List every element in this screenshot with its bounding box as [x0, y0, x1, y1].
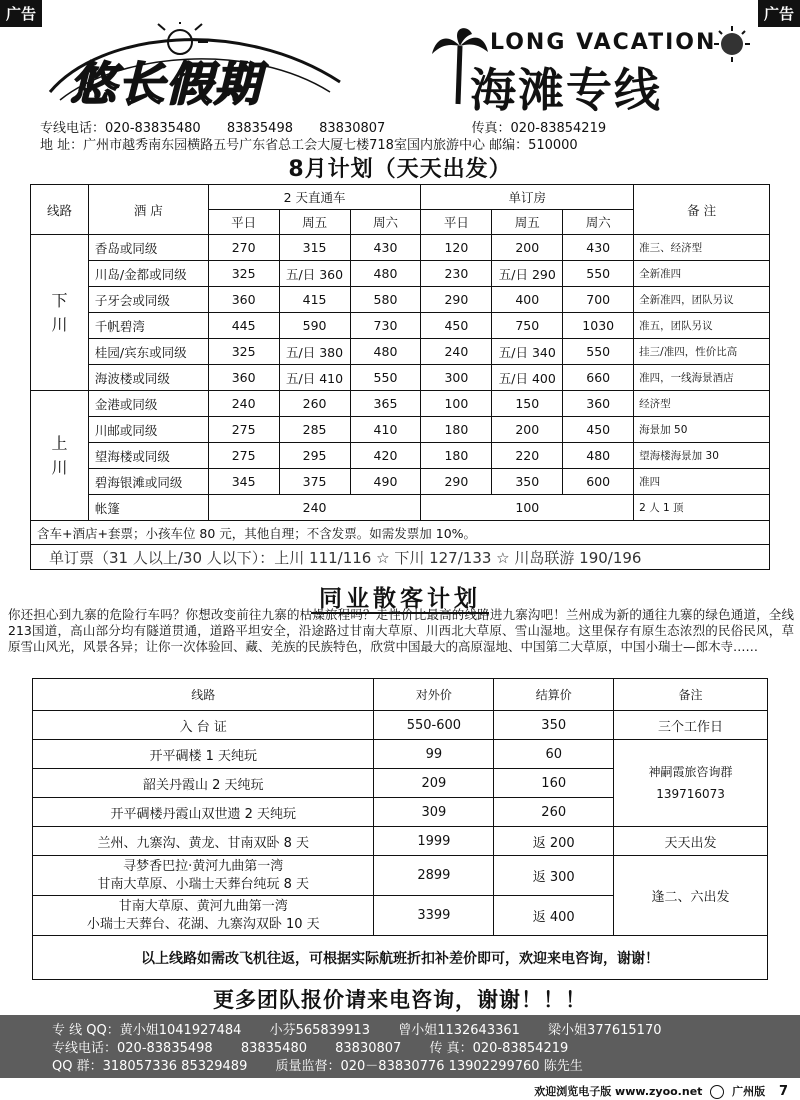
price-cell: 600 — [563, 469, 634, 495]
price-cell: 180 — [421, 443, 492, 469]
table-row — [31, 313, 770, 339]
tour-route-line1: 甘南大草原、黄河九曲第一湾 — [118, 898, 288, 914]
price-cell: 450 — [421, 313, 492, 339]
price-cell: 550 — [563, 261, 634, 287]
price-cell: 490 — [350, 469, 421, 495]
price-cell: 430 — [563, 235, 634, 261]
price-cell: 285 — [279, 417, 350, 443]
price-cell: 290 — [421, 287, 492, 313]
hotel-cell: 帐篷 — [88, 495, 208, 521]
note-cell: 准四，一线海景酒店 — [634, 365, 770, 391]
price-cell: 120 — [421, 235, 492, 261]
note-cell: 经济型 — [634, 391, 770, 417]
price-cell: 200 — [492, 417, 563, 443]
price-cell: 325 — [208, 339, 279, 365]
price-cell: 315 — [279, 235, 350, 261]
note-cell: 全新准四，团队另议 — [634, 287, 770, 313]
price-cell: 100 — [421, 391, 492, 417]
tour-route-line2: 小瑞士天葬台、花湖、九寨沟双卧 10 天 — [86, 916, 320, 932]
price-cell: 360 — [208, 365, 279, 391]
note-cell: 望海楼海景加 30 — [634, 443, 770, 469]
peer-title-text: 同业散客计划 — [311, 586, 489, 614]
hotel-cell: 川邮或同级 — [88, 417, 208, 443]
plan-title: 8月计划（天天出发） — [288, 157, 512, 182]
price-cell: 365 — [350, 391, 421, 417]
contact-phone-main: 专线电话：020-83835480 — [40, 121, 201, 136]
price-cell: 260 — [279, 391, 350, 417]
sub-weekday: 平日 — [208, 210, 279, 235]
tour-row — [33, 856, 768, 896]
tour-price: 550-600 — [374, 711, 494, 740]
price-cell: 360 — [563, 391, 634, 417]
price-cell: 420 — [350, 443, 421, 469]
region-xia-label: 下川 — [51, 290, 68, 334]
price-cell: 410 — [350, 417, 421, 443]
edition-icon — [710, 1085, 724, 1099]
table-row — [31, 287, 770, 313]
col-room: 单订房 — [421, 185, 634, 210]
logo-right-english: LONG VACATION — [490, 30, 717, 55]
tour-price: 3399 — [374, 896, 494, 936]
tour-route: 韶关丹霞山 2 天纯玩 — [33, 769, 374, 798]
price-cell: 270 — [208, 235, 279, 261]
table-row — [31, 443, 770, 469]
tour-col-price: 对外价 — [374, 679, 494, 711]
tour-route — [33, 856, 374, 896]
total-note: 含车+酒店+套票；小孩车位 80 元，其他自理；不含发票。如需发票加 10%。 — [31, 521, 770, 545]
hotel-cell: 碧海银滩或同级 — [88, 469, 208, 495]
note-cell: 准三、经济型 — [634, 235, 770, 261]
sub-friday: 周五 — [279, 210, 350, 235]
price-cell: 240 — [208, 495, 421, 521]
tour-note-consult — [614, 740, 768, 827]
single-ticket-note: 单订票（31 人以上/30 人以下）：上川 111/116 ☆ 下川 127/133 ☆ 川岛联游 190/196 — [31, 545, 770, 570]
note-cell: 准五，团队另议 — [634, 313, 770, 339]
tour-note: 天天出发 — [614, 827, 768, 856]
table-header-row — [31, 185, 770, 210]
footer-phone-1: 专线电话：020-83835498 — [52, 1041, 213, 1056]
price-cell: 415 — [279, 287, 350, 313]
footer-phone-2: 83835480 — [240, 1041, 307, 1056]
price-cell: 580 — [350, 287, 421, 313]
consult-group-name: 神嗣霞旅咨询群 — [648, 765, 733, 779]
price-cell: 200 — [492, 235, 563, 261]
sub-weekday: 平日 — [421, 210, 492, 235]
table-row — [31, 391, 770, 417]
col-hotel: 酒 店 — [88, 185, 208, 235]
footer-fax: 传 真：020-83854219 — [429, 1041, 569, 1056]
sub-friday: 周五 — [492, 210, 563, 235]
tour-col-settle: 结算价 — [494, 679, 614, 711]
price-cell: 660 — [563, 365, 634, 391]
hotel-cell: 海波楼或同级 — [88, 365, 208, 391]
price-cell: 五/日 410 — [279, 365, 350, 391]
logo-right-chinese: 海滩专线 — [470, 63, 662, 117]
footer-qq-group: QQ 群：318057336 85329489 — [52, 1059, 248, 1074]
table-row — [31, 417, 770, 443]
note-cell: 准四 — [634, 469, 770, 495]
price-cell: 150 — [492, 391, 563, 417]
tour-settle: 返 200 — [494, 827, 614, 856]
tour-col-notes: 备注 — [614, 679, 768, 711]
note-cell: 挂三/准四，性价比高 — [634, 339, 770, 365]
price-cell: 230 — [421, 261, 492, 287]
tour-route-line2: 甘南大草原、小瑞士天葬台纯玩 8 天 — [97, 876, 309, 892]
price-cell: 480 — [563, 443, 634, 469]
price-cell: 450 — [563, 417, 634, 443]
price-cell: 345 — [208, 469, 279, 495]
tour-price: 309 — [374, 798, 494, 827]
hotel-cell: 金港或同级 — [88, 391, 208, 417]
table-single-ticket-row — [31, 545, 770, 570]
tour-route-line1: 寻梦香巴拉·黄河九曲第一湾 — [123, 858, 284, 874]
tour-table — [32, 678, 768, 980]
price-cell: 240 — [421, 339, 492, 365]
col-direct: 2 天直通车 — [208, 185, 421, 210]
region-shang-label: 上川 — [51, 433, 68, 477]
ad-tag-left: 广告 — [0, 0, 42, 27]
intro-paragraph: 你还担心到九寨的危险行车吗？你想改变前往九寨的枯燥旅程吗？走性价比最高的线路进九寨沟吧！兰州成为新的通往九寨的绿色通道，全线213国道，高山部分均有隧道贯通，道路平坦安全，沿途路过甘南大草原、川西北大草原、雪山湿地。这里保存有原生态浓烈的民俗民风，草原雪山风光，风景各异；让你一次体验回、藏、羌族的民族特色，欣赏中国最大的高原湿地、中国第二大草原，中国小瑞士—郎木寺…… — [8, 607, 794, 654]
tour-settle: 返 300 — [494, 856, 614, 896]
tour-row — [33, 711, 768, 740]
contact-phone-2: 83835498 — [226, 121, 293, 136]
table-total-row — [31, 521, 770, 545]
price-cell: 350 — [492, 469, 563, 495]
page-footer — [534, 1083, 788, 1099]
footer-phone-3: 83830807 — [335, 1041, 402, 1056]
price-cell: 180 — [421, 417, 492, 443]
note-cell: 全新准四 — [634, 261, 770, 287]
tour-header-row — [33, 679, 768, 711]
price-cell: 100 — [421, 495, 634, 521]
tour-route — [33, 896, 374, 936]
price-table — [30, 184, 770, 570]
price-cell: 360 — [208, 287, 279, 313]
tour-settle: 160 — [494, 769, 614, 798]
price-cell: 300 — [421, 365, 492, 391]
contact-fax: 传真：020-83854219 — [471, 121, 607, 136]
price-cell: 375 — [279, 469, 350, 495]
price-cell: 750 — [492, 313, 563, 339]
price-cell: 590 — [279, 313, 350, 339]
tour-row — [33, 827, 768, 856]
price-cell: 700 — [563, 287, 634, 313]
footer-qq-1: 专 线 QQ：黄小姐1041927484 — [52, 1023, 242, 1038]
price-cell: 290 — [421, 469, 492, 495]
tour-footer-row — [33, 936, 768, 980]
tour-settle: 返 400 — [494, 896, 614, 936]
footer-qq-3: 曾小姐1132643361 — [398, 1023, 520, 1038]
table-row — [31, 469, 770, 495]
price-cell: 730 — [350, 313, 421, 339]
col-route: 线路 — [31, 185, 89, 235]
table-row-tent — [31, 495, 770, 521]
contact-address: 地 址：广州市越秀南东园横路五号广东省总工会大厦七楼718室国内旅游中心 邮编：510000 — [40, 138, 578, 153]
table-row — [31, 339, 770, 365]
tour-price: 99 — [374, 740, 494, 769]
sub-saturday: 周六 — [563, 210, 634, 235]
tour-price: 2899 — [374, 856, 494, 896]
tour-settle: 260 — [494, 798, 614, 827]
price-cell: 五/日 340 — [492, 339, 563, 365]
sub-saturday: 周六 — [350, 210, 421, 235]
tour-price: 209 — [374, 769, 494, 798]
hotel-cell: 望海楼或同级 — [88, 443, 208, 469]
footer-edition: 广州版 — [732, 1085, 766, 1098]
price-cell: 480 — [350, 261, 421, 287]
table-row — [31, 235, 770, 261]
footer-band — [0, 1015, 800, 1078]
tour-route: 兰州、九寨沟、黄龙、甘南双卧 8 天 — [33, 827, 374, 856]
price-cell: 480 — [350, 339, 421, 365]
tour-note: 三个工作日 — [614, 711, 768, 740]
price-cell: 五/日 400 — [492, 365, 563, 391]
hotel-cell: 香岛或同级 — [88, 235, 208, 261]
price-cell: 五/日 290 — [492, 261, 563, 287]
footer-qq-line — [52, 1019, 686, 1038]
price-cell: 275 — [208, 417, 279, 443]
tour-route: 开平碉楼丹霞山双世遗 2 天纯玩 — [33, 798, 374, 827]
tour-footer-note: 以上线路如需改飞机往返，可根据实际航班折扣补差价即可，欢迎来电咨询，谢谢！ — [33, 936, 768, 980]
footer-site: 欢迎浏览电子版 www.zyoo.net — [534, 1085, 703, 1098]
tour-note: 逢二、六出发 — [614, 856, 768, 936]
table-row — [31, 365, 770, 391]
footer-supervise: 质量监督：020－83830776 13902299760 陈先生 — [275, 1059, 583, 1074]
price-cell: 550 — [563, 339, 634, 365]
col-notes: 备 注 — [634, 185, 770, 235]
footer-group-line — [52, 1055, 607, 1074]
footer-qq-2: 小芬565839913 — [269, 1023, 371, 1038]
tour-col-route: 线路 — [33, 679, 374, 711]
price-cell: 445 — [208, 313, 279, 339]
price-cell: 400 — [492, 287, 563, 313]
price-cell: 325 — [208, 261, 279, 287]
price-cell: 550 — [350, 365, 421, 391]
consult-banner: 更多团队报价请来电咨询，谢谢！！！ — [213, 988, 587, 1012]
region-shang — [31, 391, 89, 521]
price-cell: 430 — [350, 235, 421, 261]
tour-row — [33, 740, 768, 769]
price-cell: 1030 — [563, 313, 634, 339]
price-cell: 275 — [208, 443, 279, 469]
price-cell: 五/日 380 — [279, 339, 350, 365]
consult-group-number: 139716073 — [656, 787, 725, 801]
tour-settle: 60 — [494, 740, 614, 769]
tour-settle: 350 — [494, 711, 614, 740]
region-xia — [31, 235, 89, 391]
footer-phone-line — [52, 1037, 592, 1056]
logo-left-text: 悠长假期 — [70, 57, 262, 111]
hotel-cell: 桂园/宾东或同级 — [88, 339, 208, 365]
page-number: 7 — [778, 1084, 788, 1099]
price-cell: 295 — [279, 443, 350, 469]
tour-route: 入 台 证 — [33, 711, 374, 740]
price-cell: 五/日 360 — [279, 261, 350, 287]
hotel-cell: 川岛/金都或同级 — [88, 261, 208, 287]
footer-qq-4: 梁小姐377615170 — [548, 1023, 662, 1038]
note-cell: 海景加 50 — [634, 417, 770, 443]
note-cell: 2 人 1 顶 — [634, 495, 770, 521]
price-cell: 240 — [208, 391, 279, 417]
tour-route: 开平碉楼 1 天纯玩 — [33, 740, 374, 769]
ad-tag-right: 广告 — [758, 0, 800, 27]
sun-icon — [712, 26, 752, 62]
contact-phone-3: 83830807 — [319, 121, 386, 136]
table-row — [31, 261, 770, 287]
tour-price: 1999 — [374, 827, 494, 856]
hotel-cell: 子牙会或同级 — [88, 287, 208, 313]
price-cell: 220 — [492, 443, 563, 469]
hotel-cell: 千帆碧湾 — [88, 313, 208, 339]
